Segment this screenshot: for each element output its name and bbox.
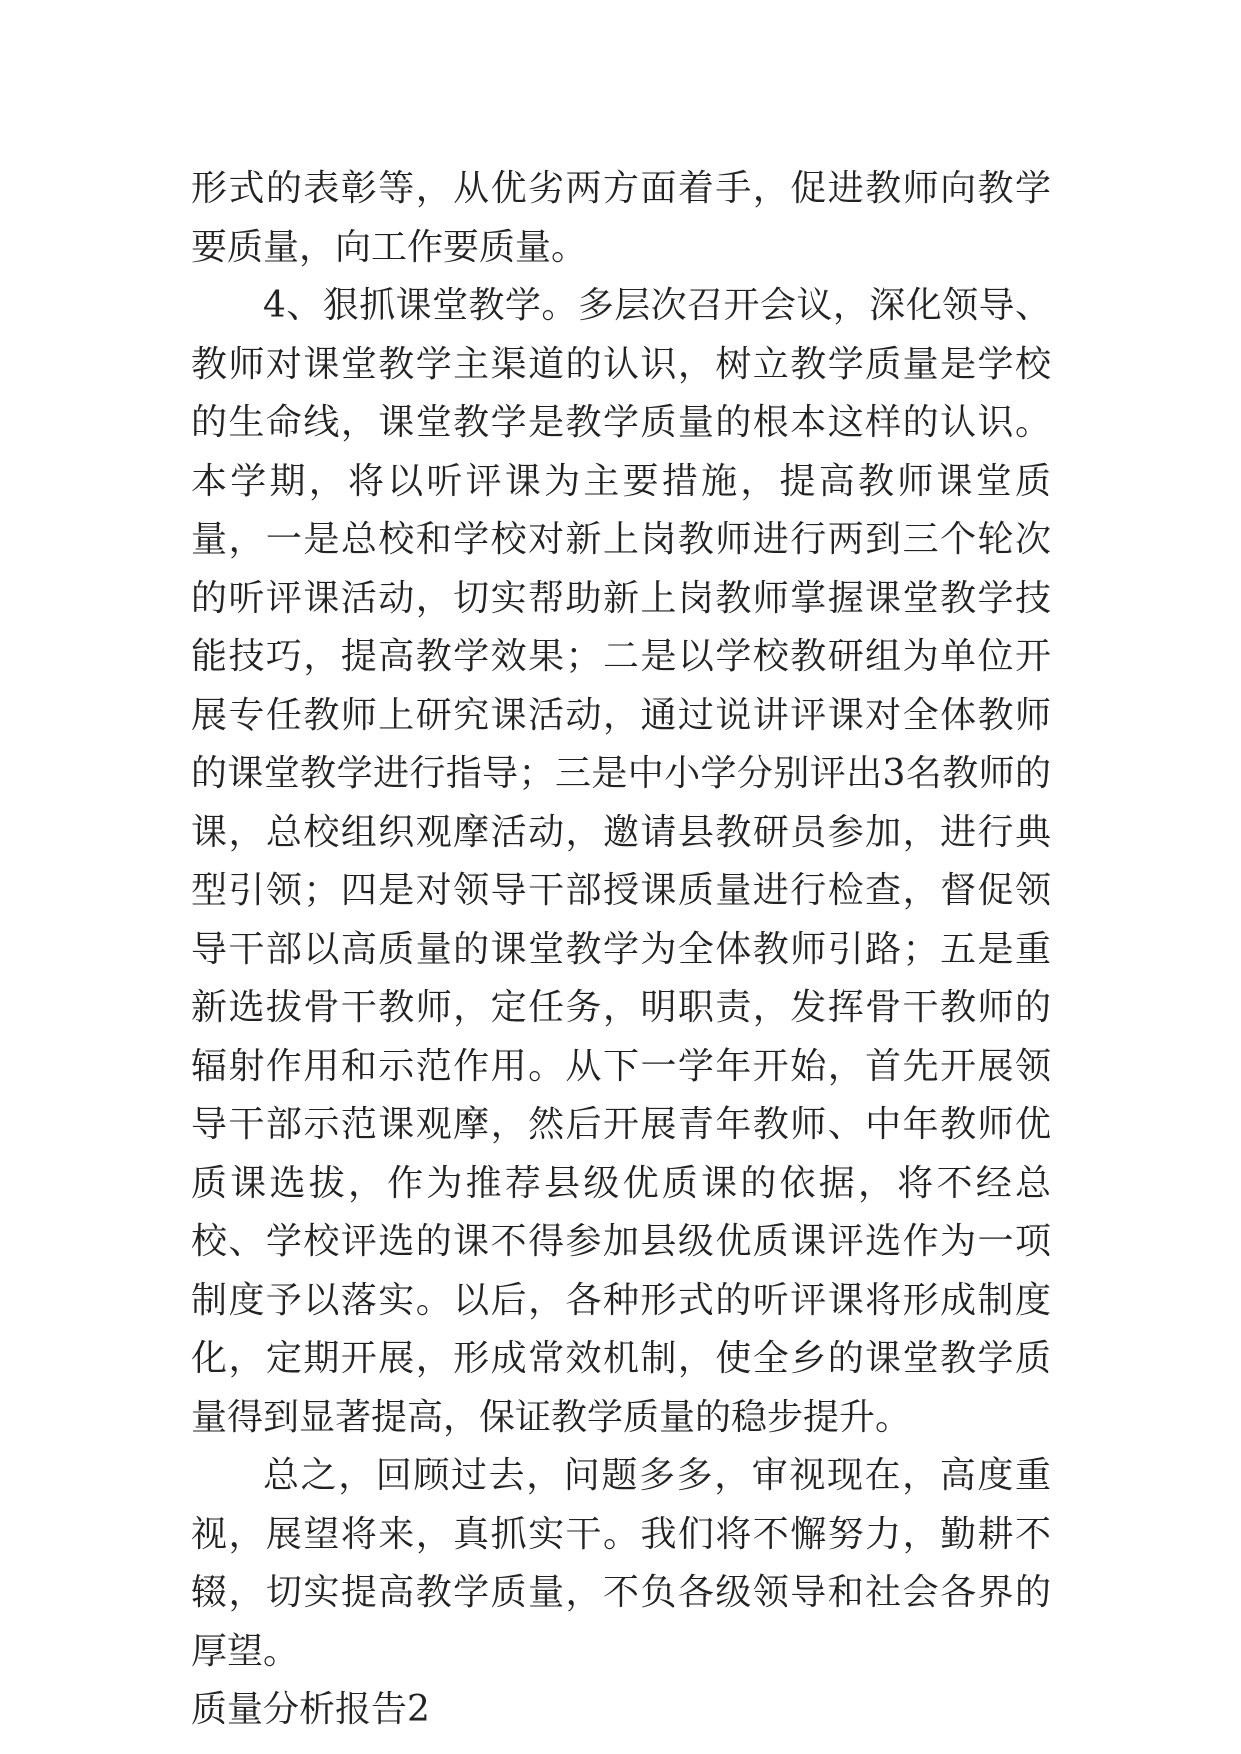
section-heading: 质量分析报告2	[191, 1689, 430, 1730]
paragraph-classroom-teaching: 4、狠抓课堂教学。多层次召开会议，深化领导、教师对课堂教学主渠道的认识，树立教学质量是学校的生命线，课堂教学是教学质量的根本这样的认识。本学期，将以听评课为主要措施，提高教师课堂质量，一是总校和学校对新上岗教师进行两到三个轮次的听评课活动，切实帮助新上岗教师掌握课堂教学技能技巧，提高教学效果；二是以学校教研组为单位开展专任教师上研究课活动，通过说讲评课对全体教师的课堂教学进行指导；三是中小学分别评出3名教师的课，总校组织观摩活动，邀请县教研员参加，进行典型引领；四是对领导干部授课质量进行检查，督促领导干部以高质量的课堂教学为全体教师引路；五是重新选拔骨干教师，定任务，明职责，发挥骨干教师的辐射作用和示范作用。从下一学年开始，首先开展领导干部示范课观摩，然后开展青年教师、中年教师优质课选拔，作为推荐县级优质课的依据，将不经总校、学校评选的课不得参加县级优质课评选作为一项制度予以落实。以后，各种形式的听评课将形成制度化，定期开展，形成常效机制，使全乡的课堂教学质量得到显著提高，保证教学质量的稳步提升。	[191, 285, 1051, 1438]
document-body	[191, 160, 1051, 1740]
paragraph-awards-continuation: 形式的表彰等，从优劣两方面着手，促进教师向教学要质量，向工作要质量。	[191, 168, 1051, 268]
paragraph-conclusion: 总之，回顾过去，问题多多，审视现在，高度重视，展望将来，真抓实干。我们将不懈努力，勤耕不辍，切实提高教学质量，不负各级领导和社会各界的厚望。	[191, 1455, 1051, 1672]
